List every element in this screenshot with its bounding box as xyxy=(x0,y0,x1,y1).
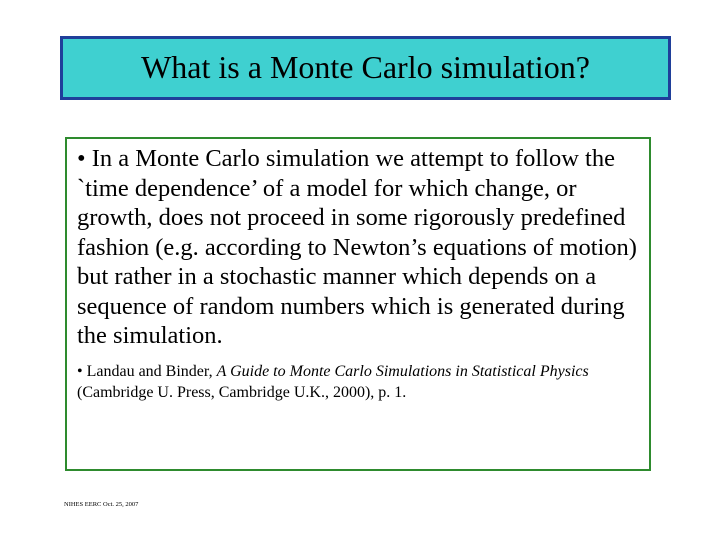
slide-title: What is a Monte Carlo simulation? xyxy=(141,48,590,85)
slide-footer: NIHES EERC Oct. 25, 2007 xyxy=(64,501,139,508)
slide-title-box xyxy=(60,36,671,100)
slide-content-box xyxy=(65,137,651,471)
reference-suffix: (Cambridge U. Press, Cambridge U.K., 2000), p. 1. xyxy=(77,383,407,401)
reference-book-title: A Guide to Monte Carlo Simulations in Statistical Physics xyxy=(216,362,589,380)
body-paragraph: • In a Monte Carlo simulation we attempt to follow the `time dependence’ of a model for which change, or growth, does not proceed in some rigorously predefined fashion (e.g. according to Newton’s equations of motion) but rather in a stochastic manner which depends on a sequence of random numbers which is generated during the simulation. xyxy=(77,145,637,349)
reference-prefix: • Landau and Binder, xyxy=(77,362,217,380)
reference-citation xyxy=(77,361,641,403)
